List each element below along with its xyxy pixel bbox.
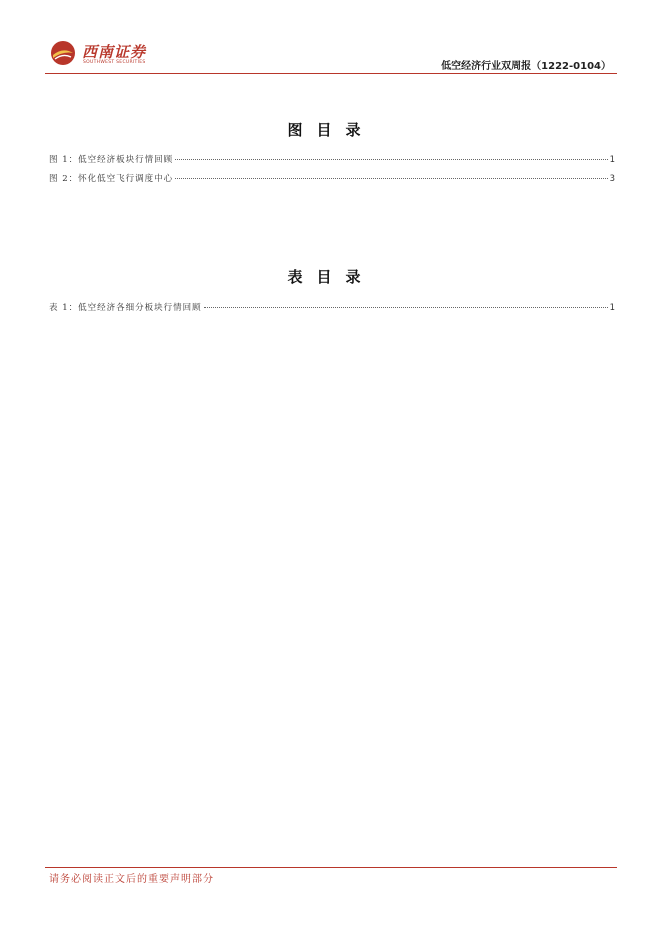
logo-text-cn: 西南证券: [82, 43, 147, 61]
tables-toc: [49, 301, 615, 320]
logo-emblem-icon: [50, 40, 76, 66]
toc-entry-figure-1[interactable]: [49, 153, 615, 172]
toc-entry-page: 1: [609, 303, 615, 313]
toc-dot-leader: [175, 159, 607, 160]
toc-entry-table-1[interactable]: [49, 301, 615, 320]
figures-toc: [49, 153, 615, 191]
toc-entry-figure-2[interactable]: [49, 172, 615, 191]
company-logo: [50, 38, 180, 72]
toc-entry-label: 表 1：低空经济各细分板块行情回顾: [49, 303, 202, 313]
toc-entry-page: 3: [609, 174, 615, 184]
toc-entry-page: 1: [609, 155, 615, 165]
disclaimer-note: 请务必阅读正文后的重要声明部分: [49, 874, 214, 885]
page-header: [45, 38, 617, 74]
logo-text-en: SOUTHWEST SECURITIES: [83, 60, 146, 65]
toc-entry-label: 图 1：低空经济板块行情回顾: [49, 155, 174, 165]
toc-dot-leader: [204, 307, 608, 308]
figures-toc-title: 图目录: [287, 121, 375, 139]
footer-divider: [45, 867, 617, 868]
toc-entry-label: 图 2：怀化低空飞行调度中心: [49, 174, 174, 184]
header-divider: [45, 73, 617, 74]
report-title: 低空经济行业双周报（1222-0104）: [441, 61, 611, 72]
tables-toc-title: 表目录: [287, 268, 375, 286]
toc-dot-leader: [175, 178, 607, 179]
